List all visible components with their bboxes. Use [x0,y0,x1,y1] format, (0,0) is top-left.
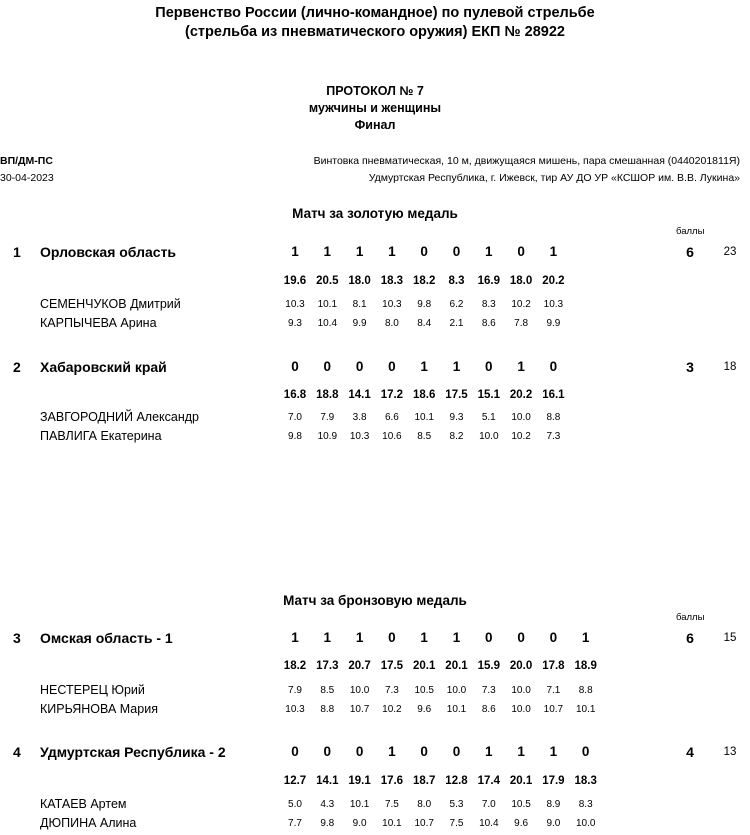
set-point: 1 [452,359,461,374]
series-total: 18.3 [380,275,404,287]
total-score: 18 [723,361,737,373]
set-point: 0 [388,359,396,374]
shot-score: 8.6 [481,318,496,329]
team-name: Хабаровский край [40,359,167,375]
series-total: 17.3 [316,660,339,672]
shot-score: 8.3 [578,799,593,810]
shot-score: 8.8 [320,704,335,715]
set-point: 0 [388,630,396,645]
series-total: 20.1 [412,660,436,672]
series-total: 20.5 [316,275,339,287]
team-rank: 4 [13,744,21,760]
total-score: 23 [723,246,737,258]
set-point: 0 [420,244,428,259]
set-point: 1 [291,630,299,645]
series-total: 18.9 [574,660,597,672]
shot-score: 7.3 [546,431,561,442]
shot-score: 10.3 [349,431,370,442]
set-point: 0 [581,744,590,759]
set-point: 1 [388,744,396,759]
series-total: 20.7 [348,660,371,672]
series-total: 20.2 [509,389,533,401]
athlete-name: ДЮПИНА Алина [40,816,137,830]
series-total: 19.1 [348,775,371,787]
shot-score: 9.6 [514,818,529,829]
shot-score: 9.9 [352,318,367,329]
match-points: 6 [686,630,694,646]
series-total: 19.6 [283,275,307,287]
series-total: 20.1 [445,660,468,672]
shot-score: 8.8 [578,685,593,696]
set-point: 1 [355,244,364,259]
team-name: Омская область - 1 [40,630,173,646]
series-total: 18.3 [574,775,597,787]
shot-score: 10.3 [382,299,402,310]
shot-score: 10.3 [285,704,305,715]
shot-score: 7.8 [514,318,529,329]
set-point: 0 [517,244,525,259]
set-point: 1 [485,244,493,259]
shot-score: 8.8 [546,412,561,423]
shot-score: 6.6 [384,412,399,423]
shot-score: 10.4 [317,318,338,329]
series-total: 17.8 [542,660,565,672]
set-point: 0 [323,359,332,374]
series-total: 15.9 [477,660,500,672]
set-point: 0 [291,744,299,759]
athlete-name: КИРЬЯНОВА Мария [40,702,158,716]
series-total: 17.9 [542,775,565,787]
set-point: 0 [420,744,428,759]
shot-score: 7.7 [288,818,302,829]
shot-score: 10.2 [511,431,531,442]
set-point: 1 [485,744,493,759]
series-total: 17.6 [380,775,404,787]
athlete-name: НЕСТЕРЕЦ Юрий [40,683,145,697]
shot-score: 10.2 [382,704,402,715]
shot-score: 8.3 [481,299,496,310]
shot-score: 3.8 [352,412,367,423]
series-total: 17.2 [380,389,404,401]
set-point: 0 [517,630,525,645]
protocol-category: мужчины и женщины [308,101,442,115]
event-date: 30-04-2023 [0,172,54,184]
shot-score: 10.9 [317,431,338,442]
shot-score: 8.4 [417,318,432,329]
shot-score: 7.1 [546,685,561,696]
shot-score: 10.0 [511,704,531,715]
shot-score: 10.3 [285,299,305,310]
series-total: 16.1 [542,389,565,401]
series-total: 20.0 [509,660,533,672]
shot-score: 10.0 [511,412,531,423]
athlete-name: КАРПЫЧЕВА Арина [40,316,157,330]
shot-score: 7.5 [449,818,464,829]
set-point: 0 [355,359,364,374]
shot-score: 10.1 [349,799,370,810]
series-total: 8.3 [448,275,465,287]
competition-title-line2: (стрельба из пневматического оружия) ЕКП № 28922 [185,24,565,40]
shot-score: 8.0 [384,318,399,329]
set-point: 0 [452,244,461,259]
set-point: 1 [420,359,428,374]
set-point: 0 [355,744,364,759]
shot-score: 7.5 [384,799,399,810]
shot-score: 7.3 [384,685,399,696]
event-discipline: Винтовка пневматическая, 10 м, движущаяся мишень, пара смешанная (0440201811Я) [313,155,740,167]
athlete-name: ЗАВГОРОДНИЙ Александр [40,410,200,424]
set-point: 1 [549,244,558,259]
shot-score: 10.0 [446,685,467,696]
match-title: Матч за бронзовую медаль [283,593,467,608]
series-total: 17.4 [477,775,500,787]
shot-score: 10.2 [511,299,531,310]
series-total: 18.7 [412,775,436,787]
shot-score: 7.3 [481,685,496,696]
shot-score: 10.1 [382,818,402,829]
shot-score: 6.2 [449,299,464,310]
series-total: 17.5 [445,389,468,401]
set-point: 1 [323,244,332,259]
shot-score: 7.9 [288,685,302,696]
shot-score: 7.0 [288,412,302,423]
athlete-name: СЕМЕНЧУКОВ Дмитрий [40,297,181,311]
competition-title-line1: Первенство России (лично-командное) по пулевой стрельбе [155,5,595,21]
set-point: 0 [549,359,558,374]
team-name: Орловская область [40,244,177,260]
shot-score: 8.5 [320,685,335,696]
shot-score: 8.2 [449,431,464,442]
event-code: ВП/ДМ-ПС [0,155,53,167]
series-total: 14.1 [316,775,339,787]
shot-score: 8.0 [417,799,432,810]
shot-score: 10.5 [414,685,434,696]
series-total: 16.8 [283,389,307,401]
match-points: 6 [686,244,694,260]
set-point: 1 [355,630,364,645]
shot-score: 5.1 [481,412,496,423]
shot-score: 2.1 [449,318,464,329]
series-total: 20.1 [509,775,533,787]
series-total: 18.2 [283,660,307,672]
shot-score: 8.5 [417,431,432,442]
team-name: Удмуртская Республика - 2 [40,744,226,760]
protocol-number: ПРОТОКОЛ № 7 [326,84,424,98]
shot-score: 9.8 [288,431,302,442]
shot-score: 10.7 [543,704,564,715]
shot-score: 10.0 [511,685,531,696]
series-total: 18.6 [412,389,436,401]
shot-score: 10.1 [575,704,596,715]
shot-score: 7.9 [320,412,335,423]
points-column-label: баллы [676,226,705,237]
shot-score: 9.3 [449,412,464,423]
total-score: 13 [723,746,737,758]
set-point: 0 [549,630,558,645]
shot-score: 10.3 [543,299,564,310]
shot-score: 10.1 [414,412,434,423]
set-point: 0 [452,744,461,759]
shot-score: 10.4 [479,818,499,829]
shot-score: 10.6 [382,431,402,442]
points-column-label: баллы [676,612,705,623]
set-point: 1 [291,244,299,259]
athlete-name: ПАВЛИГА Екатерина [40,429,162,443]
set-point: 1 [517,744,525,759]
set-point: 1 [452,630,461,645]
set-point: 1 [388,244,396,259]
shot-score: 10.0 [349,685,370,696]
shot-score: 9.6 [417,704,432,715]
series-total: 18.8 [316,389,339,401]
team-rank: 2 [13,359,21,375]
shot-score: 10.1 [317,299,338,310]
match-points: 4 [686,744,694,760]
set-point: 1 [323,630,332,645]
shot-score: 9.0 [352,818,367,829]
series-total: 18.0 [509,275,533,287]
shot-score: 9.3 [288,318,302,329]
shot-score: 9.9 [546,318,561,329]
shot-score: 10.7 [349,704,370,715]
shot-score: 7.0 [481,799,496,810]
total-score: 15 [723,632,737,644]
set-point: 0 [485,359,493,374]
set-point: 1 [517,359,525,374]
series-total: 20.2 [542,275,565,287]
series-total: 14.1 [348,389,371,401]
shot-score: 9.8 [320,818,335,829]
shot-score: 5.0 [288,799,302,810]
match-title: Матч за золотую медаль [292,206,458,221]
set-point: 1 [420,630,428,645]
set-point: 0 [485,630,493,645]
shot-score: 10.0 [479,431,499,442]
protocol-stage: Финал [354,118,396,132]
series-total: 12.7 [283,775,307,787]
shot-score: 8.6 [481,704,496,715]
set-point: 0 [291,359,299,374]
series-total: 18.0 [348,275,371,287]
shot-score: 10.5 [511,799,531,810]
team-rank: 1 [13,244,21,260]
event-venue: Удмуртская Республика, г. Ижевск, тир АУ ДО УР «КСШОР им. В.В. Лукина» [368,172,740,184]
set-point: 0 [323,744,332,759]
shot-score: 8.1 [352,299,367,310]
shot-score: 4.3 [320,799,335,810]
shot-score: 10.0 [575,818,596,829]
shot-score: 10.7 [414,818,434,829]
shot-score: 9.0 [546,818,561,829]
athlete-name: КАТАЕВ Артем [40,797,127,811]
match-points: 3 [686,359,694,375]
shot-score: 9.8 [417,299,432,310]
set-point: 1 [581,630,590,645]
shot-score: 10.1 [446,704,467,715]
shot-score: 8.9 [546,799,561,810]
set-point: 1 [549,744,558,759]
series-total: 18.2 [412,275,436,287]
series-total: 16.9 [477,275,500,287]
series-total: 12.8 [445,775,468,787]
team-rank: 3 [13,630,21,646]
series-total: 17.5 [380,660,404,672]
series-total: 15.1 [477,389,500,401]
shot-score: 5.3 [449,799,464,810]
